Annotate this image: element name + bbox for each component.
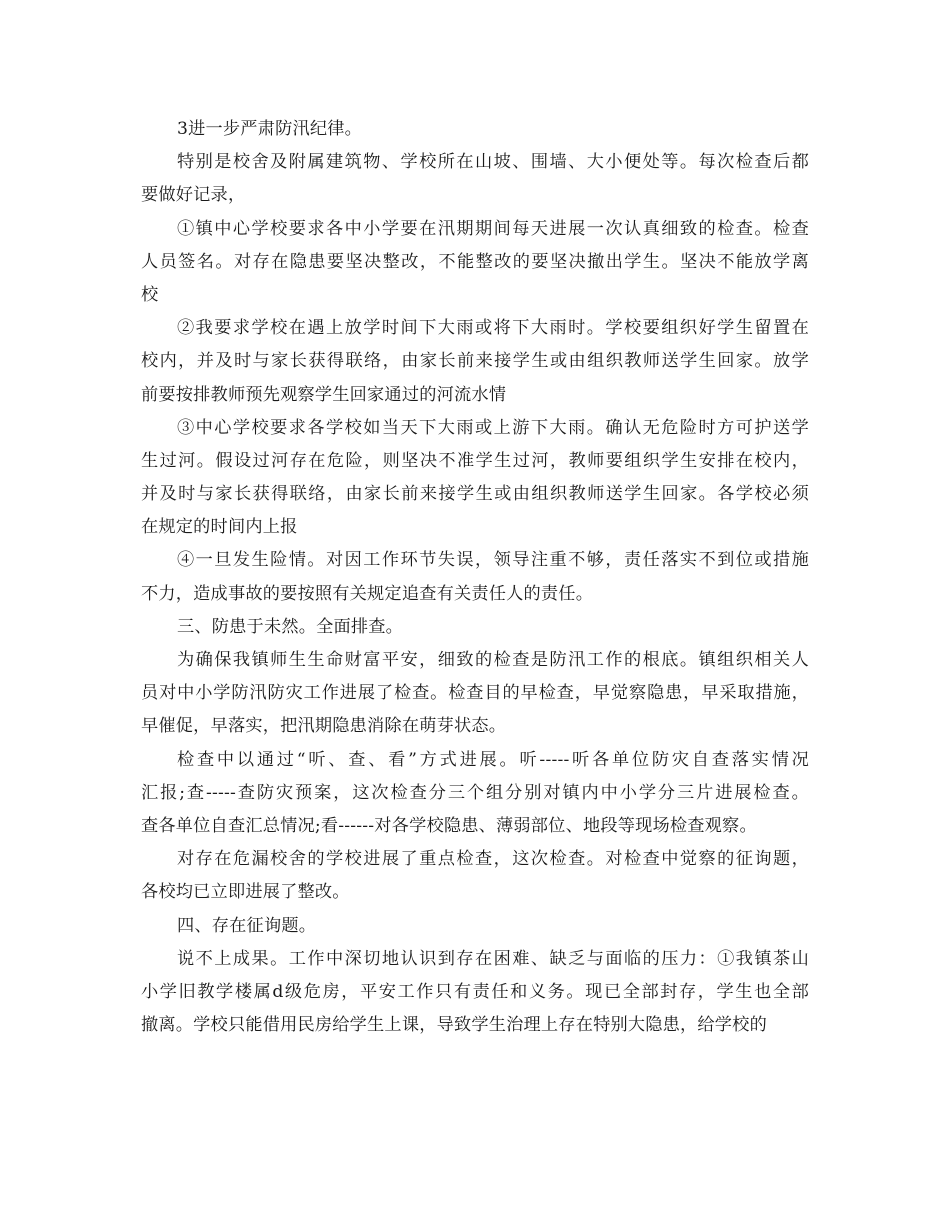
paragraph — [141, 744, 809, 844]
paragraph — [141, 412, 809, 545]
paragraph — [141, 611, 809, 644]
paragraph-line: ④一旦发生险情。对因工作环节失误，领导注重不够，责任落实不到位或措施 — [177, 550, 809, 571]
paragraph — [141, 213, 809, 313]
paragraph-line: 各校均已立即进展了整改。 — [141, 882, 350, 903]
paragraph — [141, 312, 809, 412]
paragraph-line: 要做好记录， — [141, 185, 246, 206]
paragraph-line: 在规定的时间内上报 — [141, 517, 298, 538]
paragraph-line: 四、存在征询题。 — [177, 915, 317, 936]
paragraph-line: 前要按排教师预先观察学生回家通过的河流水情 — [141, 384, 507, 405]
paragraph-line: 撤离。学校只能借用民房给学生上课，导致学生治理上存在特别大隐患，给学校的 — [141, 1015, 767, 1036]
paragraph — [141, 943, 809, 1043]
paragraph-line: 并及时与家长获得联络，由家长前来接学生或由组织教师送学生回家。各学校必须 — [141, 484, 809, 505]
paragraph-line: 为确保我镇师生生命财富平安，细致的检查是防汛工作的根底。镇组织相关人 — [177, 650, 809, 670]
paragraph-line: 特别是校舍及附属建筑物、学校所在山坡、围墙、大小便处等。每次检查后都 — [177, 152, 809, 173]
paragraph-line: 三、防患于未然。全面排查。 — [177, 616, 404, 637]
paragraph-line: 校 — [141, 284, 159, 305]
paragraph-line: 说不上成果。工作中深切地认识到存在困难、缺乏与面临的压力：①我镇茶山 — [177, 948, 809, 969]
paragraph-line: 对存在危漏校舍的学校进展了重点检查，这次检查。对检查中觉察的征询题， — [177, 849, 809, 870]
paragraph — [141, 146, 809, 212]
paragraph-line: 检查中以通过“听、查、看”方式进展。听-----听各单位防灾自查落实情况 — [177, 749, 809, 770]
paragraph — [141, 910, 809, 943]
paragraph-line: 早催促，早落实，把汛期隐患消除在萌芽状态。 — [141, 716, 507, 737]
paragraph-line: 查各单位自查汇总情况;看------对各学校隐患、薄弱部位、地段等现场检查观察。 — [141, 815, 757, 836]
paragraph — [141, 544, 809, 610]
paragraph-line: 人员签名。对存在隐患要坚决整改，不能整改的要坚决撤出学生。坚决不能放学离 — [141, 251, 809, 272]
paragraph — [141, 843, 809, 909]
paragraph — [141, 113, 809, 146]
paragraph-line: ③中心学校要求各学校如当天下大雨或上游下大雨。确认无危险时方可护送学 — [177, 417, 809, 438]
paragraph-line: ②我要求学校在遇上放学时间下大雨或将下大雨时。学校要组织好学生留置在 — [177, 318, 809, 339]
paragraph-line: 不力，造成事故的要按照有关规定追查有关责任人的责任。 — [141, 583, 594, 604]
paragraph-line: 小学旧教学楼属d级危房，平安工作只有责任和义务。现已全部封存，学生也全部 — [141, 981, 809, 1002]
document-body — [141, 113, 809, 1042]
paragraph-line: 员对中小学防汛防灾工作进展了检查。检查目的早检查，早觉察隐患，早采取措施， — [141, 683, 809, 704]
paragraph — [141, 644, 809, 744]
paragraph-line: 3进一步严肃防汛纪律。 — [177, 119, 363, 139]
paragraph-line: ①镇中心学校要求各中小学要在汛期期间每天进展一次认真细致的检查。检查 — [177, 218, 809, 239]
paragraph-line: 汇报;查-----查防灾预案，这次检查分三个组分别对镇内中小学分三片进展检查。 — [141, 782, 809, 803]
paragraph-line: 生过河。假设过河存在危险，则坚决不准学生过河，教师要组织学生安排在校内， — [141, 450, 809, 471]
paragraph-line: 校内，并及时与家长获得联络，由家长前来接学生或由组织教师送学生回家。放学 — [141, 351, 809, 372]
